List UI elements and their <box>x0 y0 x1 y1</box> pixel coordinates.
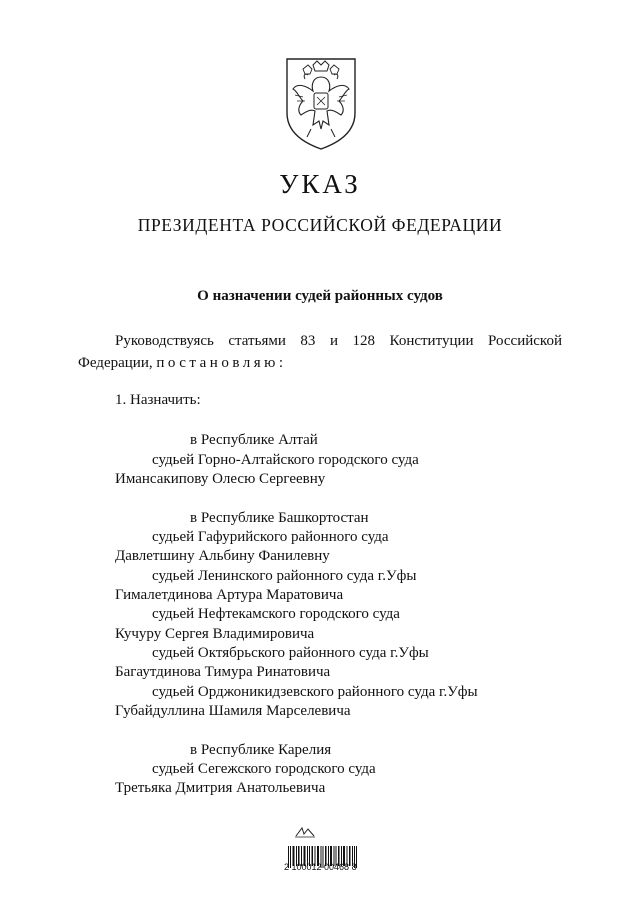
court-position: судьей Орджоникидзевского районного суда г.Уфы <box>152 684 478 700</box>
appointee-name: Багаутдинова Тимура Ринатовича <box>115 664 331 680</box>
preamble-line-2-end: : <box>278 355 283 371</box>
appointee-name: Имансакипову Олесю Сергеевну <box>115 471 326 487</box>
region-heading: в Республике Карелия <box>190 742 332 758</box>
preamble-line-1: Руководствуясь статьями 83 и 128 Конституции Российской <box>115 333 562 349</box>
region-heading: в Республике Алтай <box>190 432 318 448</box>
barcode-number: 2 100012 00468 8 <box>284 862 357 872</box>
barcode-mark-icon <box>294 826 316 838</box>
appointee-name: Гималетдинова Артура Маратовича <box>115 587 344 603</box>
appointee-name: Кучуру Сергея Владимировича <box>115 626 315 642</box>
appointee-name: Третьяка Дмитрия Анатольевича <box>115 780 326 796</box>
preamble-line-2-start: Федерации, <box>78 355 157 371</box>
preamble-line-2 <box>78 352 562 374</box>
court-position: судьей Сегежского городского суда <box>152 761 376 777</box>
preamble-decree-word: постановляю <box>156 355 279 371</box>
court-position: судьей Горно-Алтайского городского суда <box>152 452 419 468</box>
item-1-heading: 1. Назначить: <box>115 392 201 408</box>
court-position: судьей Нефтекамского городского суда <box>152 606 400 622</box>
decree-heading: О назначении судей районных судов <box>197 288 443 304</box>
coat-of-arms-icon <box>283 55 359 153</box>
decree-subtitle: ПРЕЗИДЕНТА РОССИЙСКОЙ ФЕДЕРАЦИИ <box>137 215 503 235</box>
region-heading: в Республике Башкортостан <box>190 510 369 526</box>
court-position: судьей Октябрьского районного суда г.Уфы <box>152 645 429 661</box>
decree-title: УКАЗ <box>279 169 361 199</box>
appointee-name: Губайдуллина Шамиля Марселевича <box>115 703 351 719</box>
court-position: судьей Гафурийского районного суда <box>152 529 389 545</box>
preamble-paragraph <box>78 330 562 374</box>
appointee-name: Давлетшину Альбину Фанилевну <box>115 548 330 564</box>
court-position: судьей Ленинского районного суда г.Уфы <box>152 568 417 584</box>
